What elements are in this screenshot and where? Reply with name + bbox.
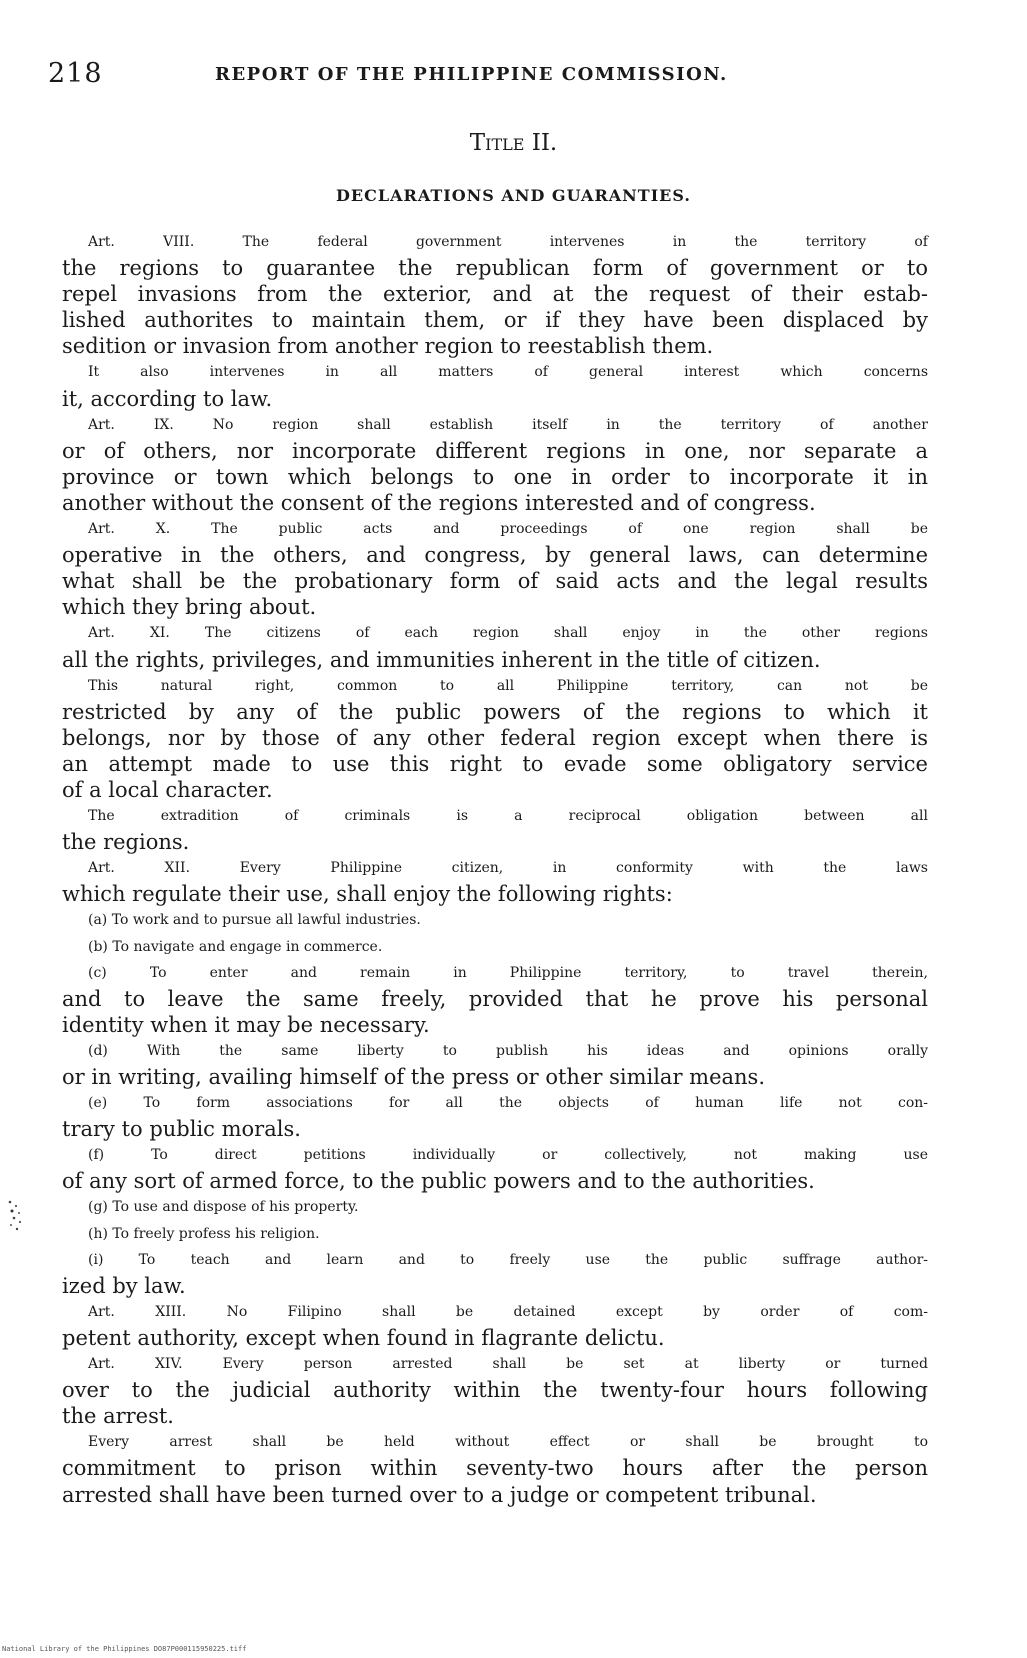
text-line: Art. VIII. The federal government intervenes in the territory of (88, 234, 928, 250)
text-line: all the rights, privileges, and immunities inherent in the title of citizen. (62, 647, 821, 672)
text-line: ized by law. (62, 1273, 186, 1298)
text-line: Art. XII. Every Philippine citizen, in conformity with the laws (88, 860, 928, 877)
text-line: it, according to law. (62, 386, 273, 411)
text-line: (h) To freely profess his religion. (88, 1225, 320, 1242)
text-line: (a) To work and to pursue all lawful industries. (88, 912, 421, 929)
text-line: which regulate their use, shall enjoy the following rights: (62, 882, 673, 907)
text-line: belongs, nor by those of any other federal region except when there is (62, 725, 928, 750)
text-line: the arrest. (62, 1404, 174, 1429)
text-line: (i) To teach and learn and to freely use the public suffrage author- (88, 1251, 928, 1268)
text-line: The extradition of criminals is a reciprocal obligation between all (88, 808, 928, 825)
section-heading: DECLARATIONS AND GUARANTIES. (336, 186, 691, 205)
text-line: operative in the others, and congress, by general laws, can determine (62, 543, 928, 568)
text-line: province or town which belongs to one in order to incorporate it in (62, 464, 928, 489)
text-line: or of others, nor incorporate different regions in one, nor separate a (62, 438, 928, 463)
text-line: Art. X. The public acts and proceedings of one region shall be (88, 521, 928, 538)
text-line: (c) To enter and remain in Philippine territory, to travel therein, (88, 964, 928, 981)
scan-speck-mark (6, 1198, 24, 1232)
body-text (62, 229, 928, 1508)
text-line: the regions. (62, 830, 190, 855)
text-line: and to leave the same freely, provided that he prove his personal (62, 986, 928, 1011)
running-title: REPORT OF THE PHILIPPINE COMMISSION. (215, 64, 728, 85)
title-heading: Title II. (469, 130, 558, 156)
text-line: (d) With the same liberty to publish his ideas and opinions orally (88, 1042, 928, 1059)
scan-footer: National Library of the Philippines DO87P000115950225.tiff (2, 1645, 247, 1653)
text-line: petent authority, except when found in flagrante delictu. (62, 1325, 665, 1350)
text-line: the regions to guarantee the republican form of government or to (62, 256, 928, 281)
text-line: an attempt made to use this right to evade some obligatory service (62, 751, 928, 776)
text-line: trary to public morals. (62, 1117, 301, 1142)
text-line: restricted by any of the public powers of the regions to which it (62, 699, 928, 724)
text-line: what shall be the probationary form of said acts and the legal results (62, 569, 928, 594)
text-line: Every arrest shall be held without effect or shall be brought to (88, 1434, 928, 1451)
text-line: Art. XIV. Every person arrested shall be set at liberty or turned (88, 1356, 928, 1373)
text-line: sedition or invasion from another region to reestablish them. (62, 334, 714, 359)
text-line: (b) To navigate and engage in commerce. (88, 938, 383, 955)
text-line: of any sort of armed force, to the public powers and to the authorities. (62, 1169, 815, 1194)
text-line: Art. XIII. No Filipino shall be detained except by order of com- (88, 1303, 928, 1320)
text-line: another without the consent of the regions interested and of congress. (62, 490, 816, 515)
text-line: or in writing, availing himself of the press or other similar means. (62, 1065, 766, 1089)
text-line: repel invasions from the exterior, and at the request of their estab- (62, 282, 928, 307)
text-line: This natural right, common to all Philippine territory, can not be (88, 677, 928, 694)
text-line: (g) To use and dispose of his property. (88, 1199, 359, 1216)
text-line: arrested shall have been turned over to a judge or competent tribunal. (62, 1482, 817, 1507)
text-line: identity when it may be necessary. (62, 1012, 430, 1037)
text-line: lished authorites to maintain them, or if they have been displaced by (62, 308, 928, 333)
text-line: It also intervenes in all matters of general interest which concerns (88, 364, 928, 381)
text-line: (f) To direct petitions individually or collectively, not making use (88, 1147, 928, 1164)
text-line: Art. IX. No region shall establish itself in the territory of another (88, 416, 928, 433)
text-line: commitment to prison within seventy-two hours after the person (62, 1456, 928, 1481)
page-number: 218 (48, 58, 103, 89)
text-line: Art. XI. The citizens of each region shall enjoy in the other regions (88, 625, 928, 642)
text-line: (e) To form associations for all the objects of human life not con- (88, 1095, 928, 1112)
text-line: of a local character. (62, 777, 273, 802)
text-line: which they bring about. (62, 595, 317, 620)
text-line: over to the judicial authority within the twenty-four hours following (62, 1378, 928, 1403)
